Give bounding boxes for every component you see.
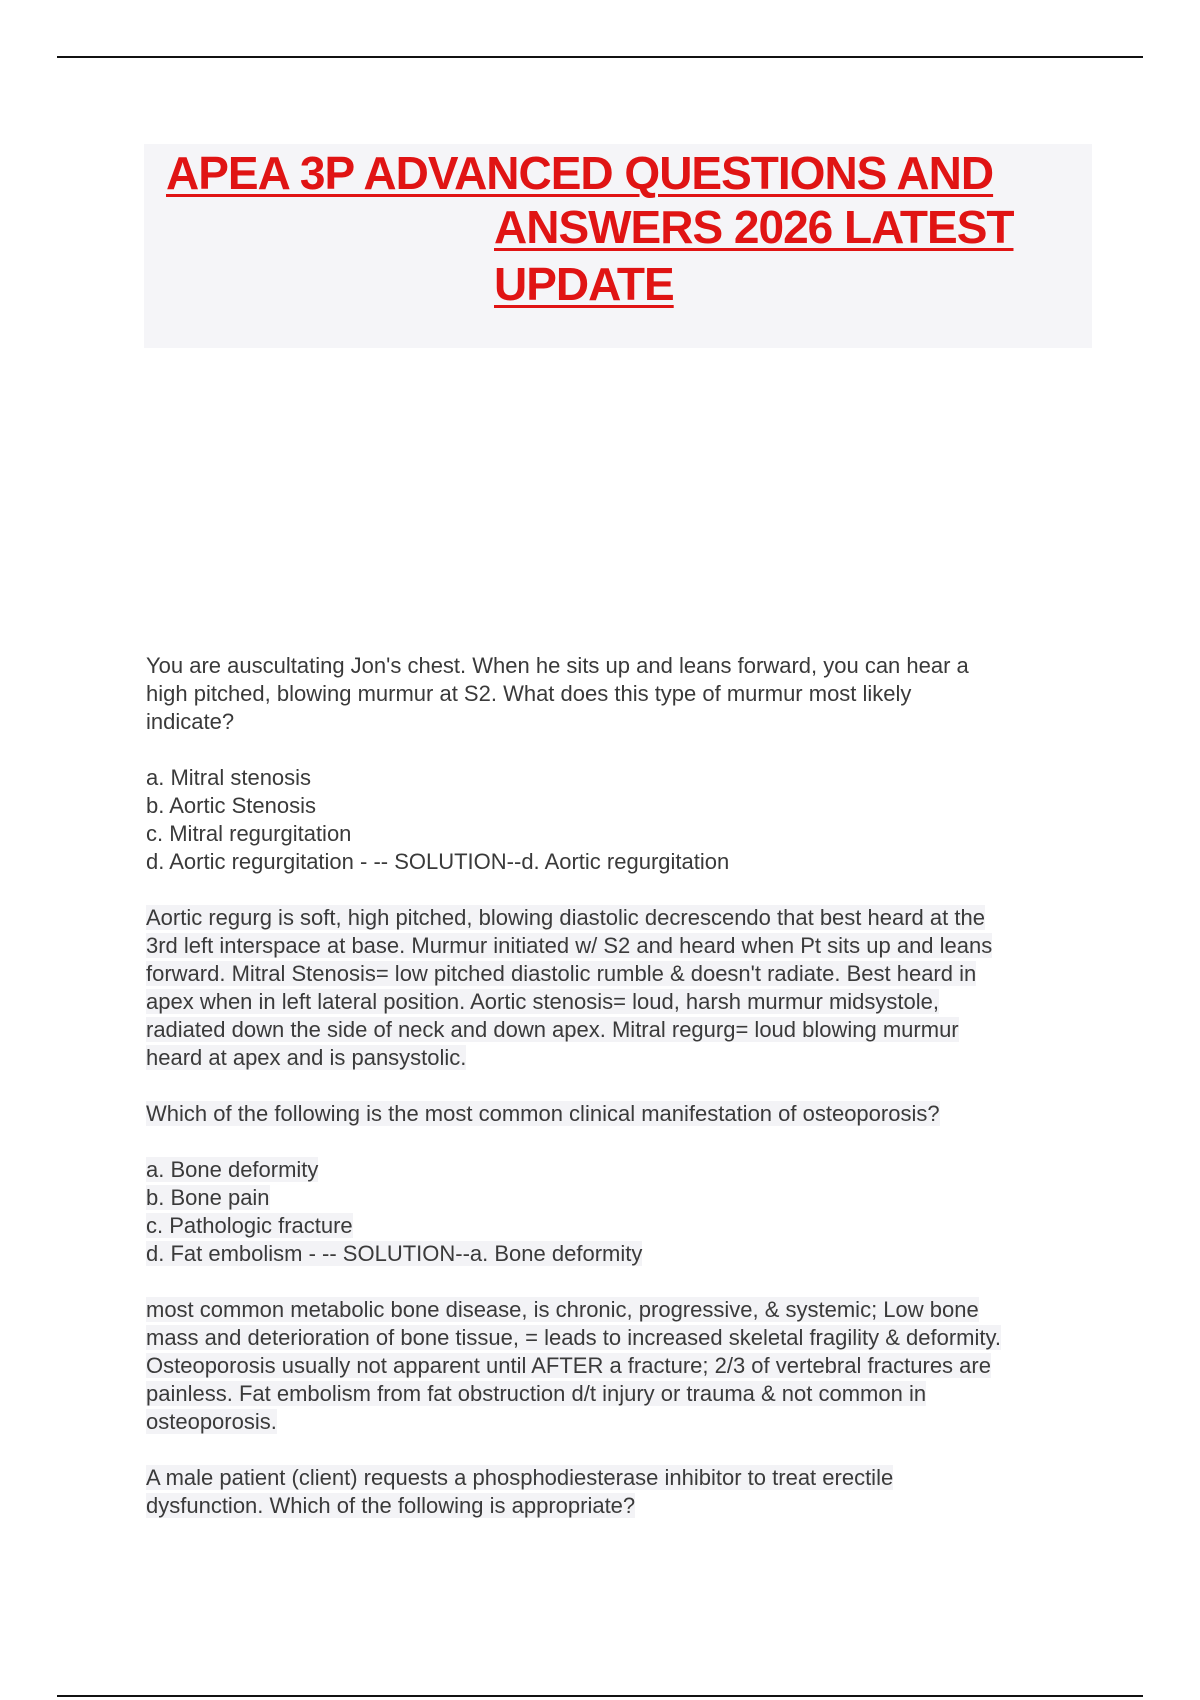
explanation-text: apex when in left lateral position. Aortic stenosis= loud, harsh murmur midsystole,	[146, 989, 939, 1014]
question-2	[146, 1100, 1096, 1128]
option-a: a. Bone deformity	[146, 1157, 319, 1182]
explanation-text: mass and deterioration of bone tissue, = leads to increased skeletal fragility & deformity.	[146, 1325, 1001, 1350]
question-text: dysfunction. Which of the following is appropriate?	[146, 1493, 636, 1518]
question-1-options	[146, 764, 1096, 876]
document-title-line-2: ANSWERS 2026 LATEST	[494, 201, 1014, 253]
question-1	[146, 652, 1096, 736]
document-body	[146, 652, 1096, 1548]
explanation-text: most common metabolic bone disease, is chronic, progressive, & systemic; Low bone	[146, 1297, 979, 1322]
top-rule	[57, 56, 1143, 58]
option-c: c. Mitral regurgitation	[146, 821, 352, 846]
question-text: Which of the following is the most common clinical manifestation of osteoporosis?	[146, 1101, 940, 1126]
question-1-explanation	[146, 904, 1096, 1072]
option-d-with-solution: d. Aortic regurgitation - -- SOLUTION--d. Aortic regurgitation	[146, 849, 730, 874]
explanation-text: heard at apex and is pansystolic.	[146, 1045, 467, 1070]
document-title-line-1: APEA 3P ADVANCED QUESTIONS AND	[166, 147, 994, 199]
explanation-text: Osteoporosis usually not apparent until AFTER a fracture; 2/3 of vertebral fractures are	[146, 1353, 991, 1378]
bottom-rule	[57, 1695, 1143, 1697]
explanation-text: 3rd left interspace at base. Murmur initiated w/ S2 and heard when Pt sits up and leans	[146, 933, 993, 958]
question-text: indicate?	[146, 709, 235, 734]
question-2-options	[146, 1156, 1096, 1268]
question-text: You are auscultating Jon's chest. When he sits up and leans forward, you can hear a	[146, 653, 969, 678]
option-b: b. Aortic Stenosis	[146, 793, 316, 818]
question-text: high pitched, blowing murmur at S2. What does this type of murmur most likely	[146, 681, 912, 706]
explanation-text: radiated down the side of neck and down apex. Mitral regurg= loud blowing murmur	[146, 1017, 959, 1042]
option-a: a. Mitral stenosis	[146, 765, 312, 790]
question-2-explanation	[146, 1296, 1096, 1436]
explanation-text: forward. Mitral Stenosis= low pitched diastolic rumble & doesn't radiate. Best heard in	[146, 961, 977, 986]
question-text: A male patient (client) requests a phosphodiesterase inhibitor to treat erectile	[146, 1465, 894, 1490]
explanation-text: Aortic regurg is soft, high pitched, blowing diastolic decrescendo that best heard at the	[146, 905, 985, 930]
option-c: c. Pathologic fracture	[146, 1213, 353, 1238]
question-3	[146, 1464, 1096, 1520]
option-d-with-solution: d. Fat embolism - -- SOLUTION--a. Bone deformity	[146, 1241, 643, 1266]
explanation-text: osteoporosis.	[146, 1409, 277, 1434]
document-title-line-3: UPDATE	[494, 258, 674, 310]
explanation-text: painless. Fat embolism from fat obstruction d/t injury or trauma & not common in	[146, 1381, 927, 1406]
option-b: b. Bone pain	[146, 1185, 270, 1210]
